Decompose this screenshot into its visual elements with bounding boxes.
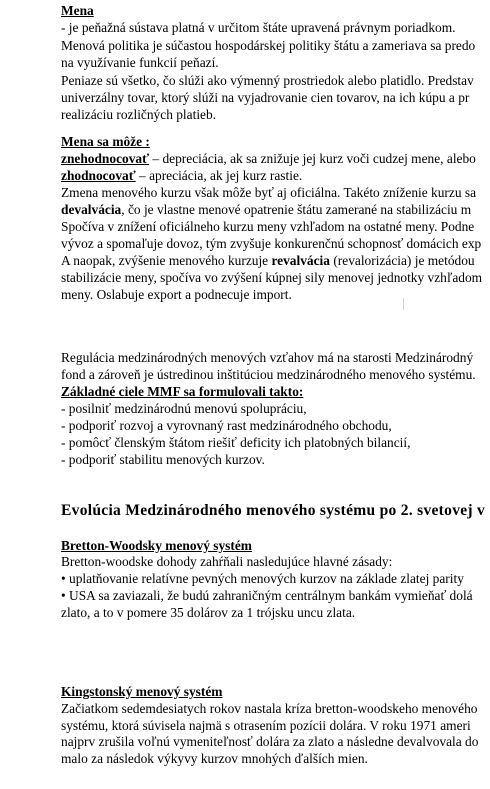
list-item: - posilniť medzinárodnú menovú spolupráciu, (61, 401, 307, 416)
list-item: • USA sa zaviazali, že budú zahraničným centrálnym bankám vymieňať dolá (61, 588, 473, 603)
paragraph-line: Peniaze sú všetko, čo slúži ako výmenný prostriedok alebo platidlo. Predstav (61, 73, 474, 88)
paragraph-line: fond a zároveň je ústredinou inštitúciou medzinárodného menového systému. (61, 367, 476, 382)
term-description: – depreciácia, ak sa znižuje jej kurz voči cudzej mene, alebo (149, 151, 476, 166)
section-heading-evolucia: Evolúcia Medzinárodného menového systému po 2. svetovej v (61, 502, 486, 519)
term-zhodnocovat: zhodnocovať (61, 168, 136, 183)
section-title-bretton-woods: Bretton-Woodsky menový systém (61, 538, 252, 553)
paragraph-line: realizáciu rozličných platieb. (61, 107, 217, 122)
text-fragment: A naopak, zvýšenie menového kurzuje (61, 253, 272, 268)
paragraph-line: na využívanie funkcií peňazí. (61, 55, 219, 70)
paragraph-line: Spočíva v znížení oficiálneho kurzu meny vzhľadom na ostatné meny. Podne (61, 219, 475, 234)
goals-title: Základné ciele MMF sa formulovali takto: (61, 384, 304, 399)
paragraph-line: univerzálny tovar, ktorý slúži na vyjadrovanie cien tovarov, na ich kúpu a pr (61, 90, 470, 105)
paragraph-line: systému, ktorá súvisela najmä s otrasením pozícii dolára. V roku 1971 ameri (61, 718, 471, 733)
list-item: - podporiť stabilitu menových kurzov. (61, 452, 265, 467)
paragraph-line: zlato, a to v pomere 35 dolárov za 1 trójsku uncu zlata. (61, 605, 356, 620)
paragraph-line (61, 167, 302, 184)
paragraph-line (61, 252, 475, 269)
section-title-mena-sa-moze: Mena sa môže : (61, 134, 150, 149)
section-title-mena: Mena (61, 3, 94, 18)
paragraph-line: stabilizácie meny, spočíva vo zvýšení kúpnej sily menovej jednotky vzhľadom (61, 270, 483, 285)
paragraph-line (61, 150, 476, 167)
paragraph-line: Regulácia medzinárodných menových vzťahov má na starosti Medzinárodný (61, 350, 474, 365)
list-item: • uplatňovanie relatívne pevných menových kurzov na základe zlatej parity (61, 571, 464, 586)
term-description: , čo je vlastne menové opatrenie štátu zamerané na stabilizáciu m (121, 202, 472, 217)
text-cursor (403, 298, 404, 310)
list-item: - podporiť rozvoj a vyrovnaný rast medzinárodného obchodu, (61, 418, 392, 433)
paragraph-line: najprv zrušila voľnú vymeniteľnosť dolára za zlato a následne devalvovala do (61, 734, 479, 749)
paragraph-line (61, 201, 471, 218)
term-description: (revalorizácia) je metódou (329, 253, 475, 268)
paragraph-line: meny. Oslabuje export a podnecuje import. (61, 287, 292, 302)
paragraph-line: vývoz a spomaľuje dovoz, tým zvyšuje konkurenčnú schopnosť domácich exp (61, 236, 482, 251)
paragraph-line: Menová politika je súčastou hospodárskej politiky štátu a zameriava sa predo (61, 38, 476, 53)
paragraph-line: Bretton-woodske dohody zahŕňali nasledujúce hlavné zásady: (61, 554, 393, 569)
paragraph-line: Začiatkom sedemdesiatych rokov nastala kríza bretton-woodskeho menového (61, 701, 478, 716)
term-revalvacia: revalvácia (271, 253, 330, 268)
term-devalvacia: devalvácia (61, 202, 122, 217)
paragraph-line: Zmena menového kurzu však môže byť aj oficiálna. Takéto zníženie kurzu sa (61, 185, 477, 200)
paragraph-line: malo za následok výkyvy kurzov mnohých ďalších mien. (61, 751, 368, 766)
section-title-kingston: Kingstonský menový systém (61, 684, 223, 699)
term-znehodnocovat: znehodnocovať (61, 151, 150, 166)
list-item: - pomôcť členským štátom riešiť deficity ich platobných bilancií, (61, 435, 411, 450)
term-description: – apreciácia, ak jej kurz rastie. (135, 168, 303, 183)
paragraph-line: - je peňažná sústava platná v určitom štáte upravená právnym poriadkom. (61, 20, 456, 35)
